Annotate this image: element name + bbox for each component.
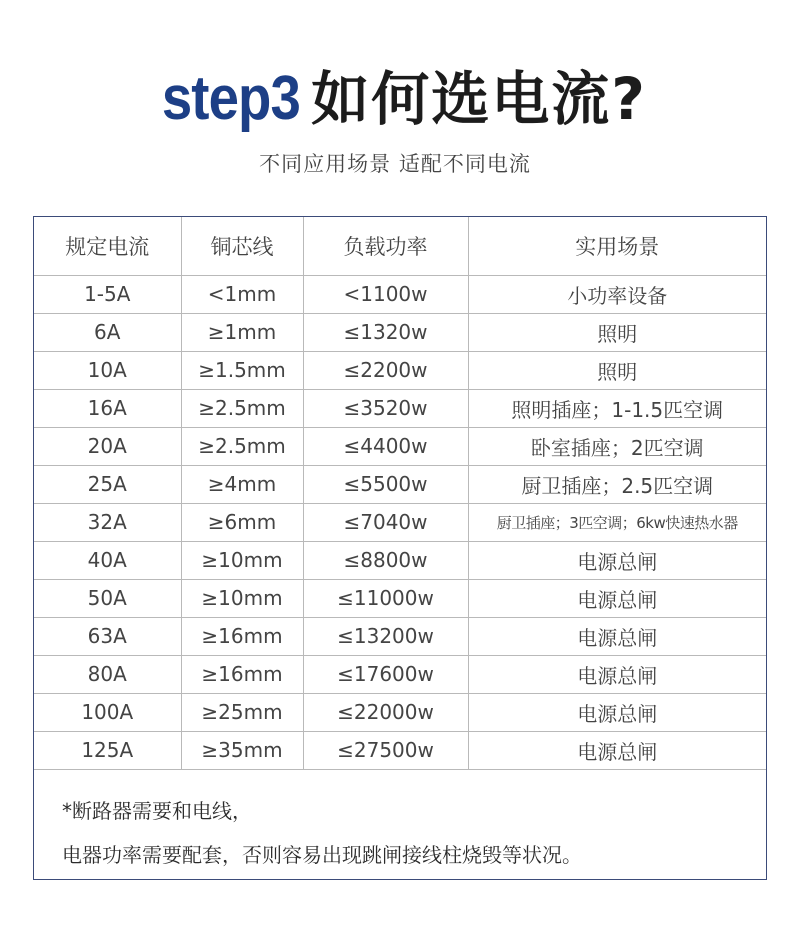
cell-power: ≤2200w [303, 351, 468, 389]
table-row [34, 503, 766, 541]
header-usage-scenario: 实用场景 [468, 217, 766, 275]
cell-scenario: 卧室插座；2匹空调 [468, 427, 766, 465]
cell-power: ≤13200w [303, 617, 468, 655]
cell-current: 16A [34, 389, 181, 427]
table-row [34, 617, 766, 655]
footnote-line-1: *断路器需要和电线， [62, 799, 252, 823]
cell-wire: ≥25mm [181, 693, 303, 731]
current-table [34, 217, 766, 770]
cell-wire: ≥10mm [181, 541, 303, 579]
table-header-row [34, 217, 766, 275]
cell-wire: ≥2.5mm [181, 427, 303, 465]
footnote [62, 789, 582, 877]
cell-current: 100A [34, 693, 181, 731]
page-title: 如何选电流? [311, 65, 647, 133]
cell-current: 40A [34, 541, 181, 579]
cell-power: ≤11000w [303, 579, 468, 617]
cell-scenario: 电源总闸 [468, 541, 766, 579]
cell-scenario: 厨卫插座；2.5匹空调 [468, 465, 766, 503]
table-row [34, 655, 766, 693]
cell-power: ≤4400w [303, 427, 468, 465]
cell-power: ≤1320w [303, 313, 468, 351]
cell-current: 20A [34, 427, 181, 465]
cell-wire: <1mm [181, 275, 303, 313]
cell-current: 25A [34, 465, 181, 503]
table-row [34, 427, 766, 465]
cell-wire: ≥16mm [181, 617, 303, 655]
header-copper-wire: 铜芯线 [181, 217, 303, 275]
cell-power: ≤5500w [303, 465, 468, 503]
cell-scenario: 电源总闸 [468, 731, 766, 769]
table-row [34, 313, 766, 351]
table-row [34, 389, 766, 427]
header-rated-current: 规定电流 [34, 217, 181, 275]
cell-current: 32A [34, 503, 181, 541]
cell-current: 1-5A [34, 275, 181, 313]
cell-power: ≤8800w [303, 541, 468, 579]
cell-current: 50A [34, 579, 181, 617]
cell-scenario: 电源总闸 [468, 655, 766, 693]
cell-scenario: 照明 [468, 313, 766, 351]
cell-wire: ≥1mm [181, 313, 303, 351]
cell-wire: ≥10mm [181, 579, 303, 617]
cell-wire: ≥4mm [181, 465, 303, 503]
cell-scenario: 厨卫插座；3匹空调；6kw快速热水器 [468, 503, 766, 541]
cell-power: ≤3520w [303, 389, 468, 427]
cell-current: 80A [34, 655, 181, 693]
cell-power: ≤22000w [303, 693, 468, 731]
cell-power: ≤7040w [303, 503, 468, 541]
table-row [34, 693, 766, 731]
cell-power: ≤17600w [303, 655, 468, 693]
cell-current: 125A [34, 731, 181, 769]
table-row [34, 275, 766, 313]
cell-scenario: 小功率设备 [468, 275, 766, 313]
page-header [0, 52, 790, 136]
cell-power: <1100w [303, 275, 468, 313]
cell-wire: ≥6mm [181, 503, 303, 541]
footnote-line-2: 电器功率需要配套，否则容易出现跳闸接线柱烧毁等状况。 [62, 843, 582, 867]
cell-scenario: 电源总闸 [468, 617, 766, 655]
cell-wire: ≥16mm [181, 655, 303, 693]
cell-current: 6A [34, 313, 181, 351]
table-row [34, 465, 766, 503]
page-subtitle: 不同应用场景 适配不同电流 [259, 152, 531, 176]
cell-wire: ≥2.5mm [181, 389, 303, 427]
cell-current: 63A [34, 617, 181, 655]
table-row [34, 579, 766, 617]
cell-scenario: 照明插座；1-1.5匹空调 [468, 389, 766, 427]
table-row [34, 351, 766, 389]
table-row [34, 541, 766, 579]
current-selection-panel [33, 216, 767, 880]
cell-wire: ≥35mm [181, 731, 303, 769]
cell-scenario: 照明 [468, 351, 766, 389]
cell-power: ≤27500w [303, 731, 468, 769]
header-load-power: 负载功率 [303, 217, 468, 275]
step-label: step3 [161, 64, 301, 133]
cell-wire: ≥1.5mm [181, 351, 303, 389]
cell-scenario: 电源总闸 [468, 693, 766, 731]
cell-current: 10A [34, 351, 181, 389]
cell-scenario: 电源总闸 [468, 579, 766, 617]
table-row [34, 731, 766, 769]
